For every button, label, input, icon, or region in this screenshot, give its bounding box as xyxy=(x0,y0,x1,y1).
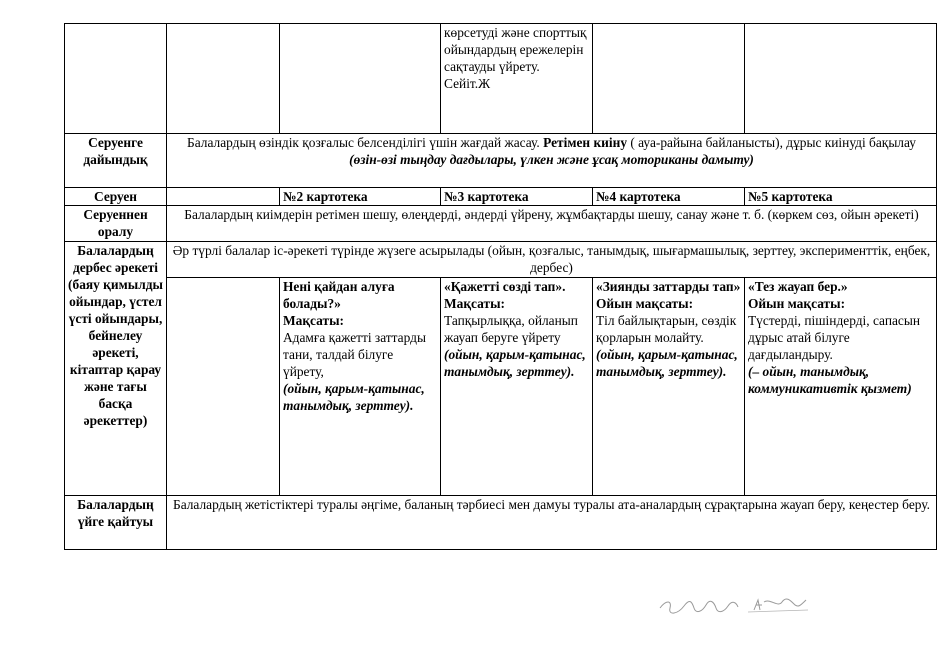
game-goal-text: Түстерді, пішіндерді, сапасын дұрыс атай білуге дағдыландыру. xyxy=(748,313,921,362)
row-label-walk: Серуен xyxy=(65,188,167,206)
game-cell-2 xyxy=(441,278,593,496)
handwritten-signature xyxy=(658,592,818,622)
game-goal-label: Ойын мақсаты: xyxy=(748,296,846,311)
game-cell-4 xyxy=(745,278,937,496)
row-label-independent-activity: Балалардың дербес әрекеті (баяу қимылды ойындар, үстел үсті ойындары, бейнелеу әрекеті, кітаптар қарау және тағы басқа әрекеттер) xyxy=(65,242,167,496)
cell-empty xyxy=(745,24,937,134)
walk-card-2: №2 картотека xyxy=(280,188,441,206)
game-goal-label: Ойын мақсаты: xyxy=(596,296,694,311)
game-goal-block xyxy=(596,312,741,380)
table-row-walk xyxy=(65,188,937,206)
preparation-text-rest: ( ауа-райына байланысты), дұрыс киінуді бақылау xyxy=(627,135,916,150)
table-row-going-home xyxy=(65,496,937,550)
cell-empty xyxy=(593,24,745,134)
continuation-text: көрсетуді және спорттық ойындардың ережелерін сақтауды үйрету. Сейіт.Ж xyxy=(444,25,587,91)
walk-card-3: №3 картотека xyxy=(441,188,593,206)
game-tags: (ойын, қарым-қатынас, танымдық, зерттеу). xyxy=(283,381,425,413)
game-tags: (– ойын, танымдық, коммуникативтік қызмет) xyxy=(748,364,912,396)
walk-card-5: №5 картотека xyxy=(745,188,937,206)
game-title: «Тез жауап бер.» xyxy=(748,279,848,294)
game-title: «Қажетті сөзді тап». xyxy=(444,279,566,294)
return-content: Балалардың киімдерін ретімен шешу, өлеңдерді, әндерді үйрену, жұмбақтарды шешу, санау және т. б. (көркем сөз, ойын әрекеті) xyxy=(167,206,937,242)
game-cell-1 xyxy=(280,278,441,496)
cell-empty xyxy=(280,24,441,134)
table-row-activity-intro xyxy=(65,242,937,278)
cell-empty xyxy=(167,278,280,496)
signature-scribble xyxy=(658,592,818,622)
game-title: «Зиянды заттарды тап» xyxy=(596,279,741,294)
game-tags: (ойын, қарым-қатынас, танымдық, зерттеу). xyxy=(596,347,738,379)
game-title: Нені қайдан алуға болады?» xyxy=(283,279,395,311)
walk-preparation-content xyxy=(167,134,937,188)
table-row-continuation xyxy=(65,24,937,134)
table-row-walk-preparation xyxy=(65,134,937,188)
cell-empty xyxy=(65,24,167,134)
row-label-walk-preparation: Серуенге дайындық xyxy=(65,134,167,188)
game-goal-text: Тіл байлықтарын, сөздік қорларын молайту. xyxy=(596,313,737,345)
table-row-activity-games xyxy=(65,278,937,496)
preparation-text: Балалардың өзіндік қозғалыс белсенділігі үшін жағдай жасау. xyxy=(187,135,544,150)
game-tags: (ойын, қарым-қатынас, танымдық, зерттеу). xyxy=(444,347,586,379)
row-label-return: Серуеннен оралу xyxy=(65,206,167,242)
game-goal-label: Мақсаты: xyxy=(444,296,505,311)
walk-card-4: №4 картотека xyxy=(593,188,745,206)
activity-intro: Әр түрлі балалар іс-әрекеті түрінде жүзеге асырылады (ойын, қозғалыс, танымдық, шығармашылық, зерттеу, эксперименттік, еңбек, дербес) xyxy=(167,242,937,278)
cell-continuation-text xyxy=(441,24,593,134)
going-home-content: Балалардың жетістіктері туралы әңгіме, баланың тәрбиесі мен дамуы туралы ата-аналардың сұрақтарына жауап беру, кеңестер беру. xyxy=(167,496,937,550)
daily-plan-table xyxy=(64,23,937,550)
preparation-bold-text: Ретімен киіну xyxy=(543,135,628,150)
game-cell-3 xyxy=(593,278,745,496)
cell-empty xyxy=(167,188,280,206)
game-goal-text: Тапқырлыққа, ойланып жауап беруге үйрету xyxy=(444,313,578,345)
table-row-return xyxy=(65,206,937,242)
cell-empty xyxy=(167,24,280,134)
preparation-skills: (өзін-өзі тыңдау дағдылары, үлкен және ұсақ моториканы дамыту) xyxy=(349,152,754,167)
game-goal-label: Мақсаты: xyxy=(283,313,344,328)
game-goal-text: Адамға қажетті заттарды тани, талдай білуге үйрету, xyxy=(283,330,426,379)
row-label-going-home: Балалардың үйге қайтуы xyxy=(65,496,167,550)
